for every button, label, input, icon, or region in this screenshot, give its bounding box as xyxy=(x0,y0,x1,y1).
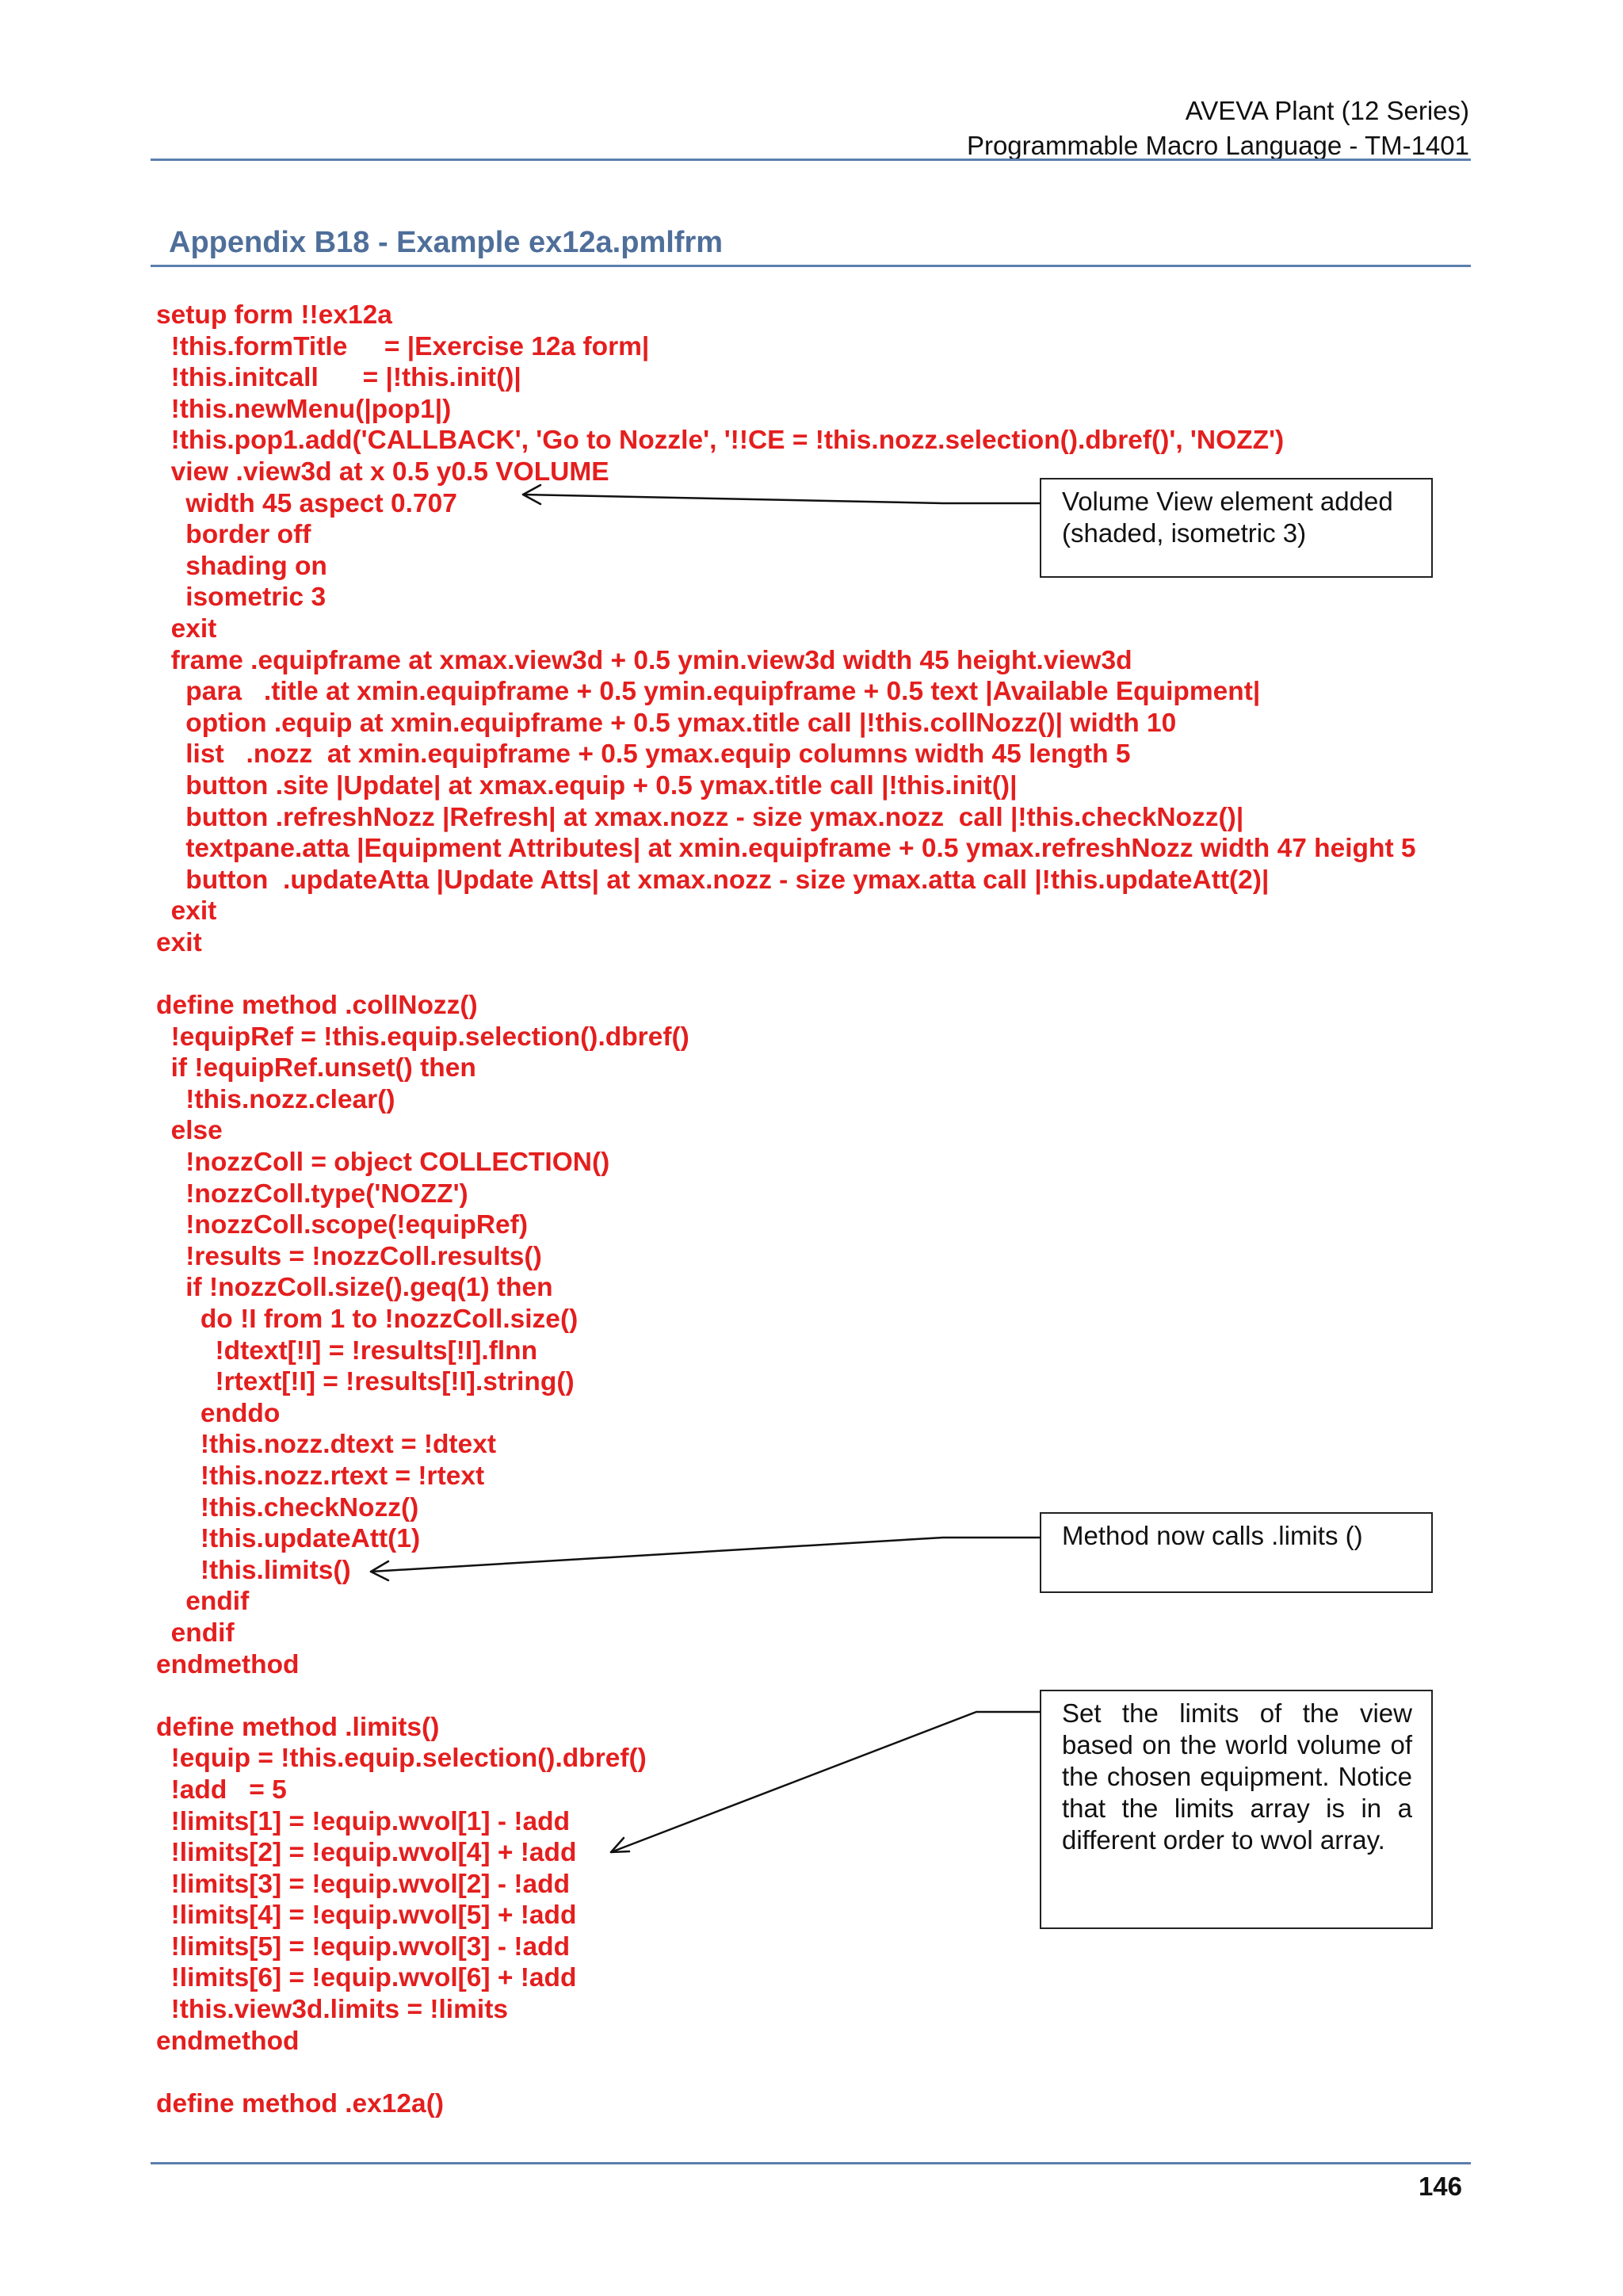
code-line: endmethod xyxy=(156,1649,300,1679)
code-line: !this.nozz.rtext = !rtext xyxy=(156,1461,485,1491)
code-line: !this.nozz.dtext = !dtext xyxy=(156,1430,497,1460)
code-line: endif xyxy=(156,1587,250,1617)
code-line: !equip = !this.equip.selection().dbref() xyxy=(156,1744,647,1774)
code-line: define method .limits() xyxy=(156,1712,440,1742)
code-line: define method .ex12a() xyxy=(156,2088,445,2118)
code-line: !this.view3d.limits = !limits xyxy=(156,1995,508,2025)
code-line: exit xyxy=(156,613,217,644)
code-line: do !I from 1 to !nozzColl.size() xyxy=(156,1305,579,1334)
code-line: !nozzColl.scope(!equipRef) xyxy=(156,1210,528,1240)
code-line: !this.formTitle = |Exercise 12a form| xyxy=(156,331,650,361)
header-course: Programmable Macro Language - TM-1401 xyxy=(966,131,1469,160)
code-line: !limits[1] = !equip.wvol[1] - !add xyxy=(156,1806,571,1836)
code-line: !add = 5 xyxy=(156,1775,287,1805)
code-line: !limits[2] = !equip.wvol[4] + !add xyxy=(156,1838,577,1868)
code-line: setup form !!ex12a xyxy=(156,300,392,330)
code-line: frame .equipframe at xmax.view3d + 0.5 ymin.view3d width 45 height.view3d xyxy=(156,645,1132,675)
code-line: !this.updateAtt(1) xyxy=(156,1524,421,1554)
arrow-to-width-line xyxy=(523,495,1040,503)
code-line: endif xyxy=(156,1618,235,1648)
code-line: define method .collNozz() xyxy=(156,991,478,1021)
code-line: shading on xyxy=(156,551,327,581)
code-line: !rtext[!I] = !results[!I].string() xyxy=(156,1367,575,1397)
header-product: AVEVA Plant (12 Series) xyxy=(1185,96,1469,125)
code-line: !nozzColl.type('NOZZ') xyxy=(156,1179,468,1209)
callout-set-limits: Set the limits of the view based on the world volume of the chosen equipment. Notice that the limits array is in a different order to wvol array. xyxy=(1040,1690,1433,1929)
code-line: button .refreshNozz |Refresh| at xmax.nozz - size ymax.nozz call |!this.checkNozz()| xyxy=(156,802,1244,832)
code-line: button .site |Update| at xmax.equip + 0.5 ymax.title call |!this.init()| xyxy=(156,770,1018,800)
arrow-to-limits-array xyxy=(611,1712,1040,1852)
code-line: if !nozzColl.size().geq(1) then xyxy=(156,1273,553,1303)
code-line: !limits[5] = !equip.wvol[3] - !add xyxy=(156,1931,571,1962)
code-line: !equipRef = !this.equip.selection().dbref() xyxy=(156,1022,689,1052)
code-line: !results = !nozzColl.results() xyxy=(156,1241,542,1271)
code-line: enddo xyxy=(156,1398,281,1428)
code-line: button .updateAtta |Update Atts| at xmax.nozz - size ymax.atta call |!this.updateAtt(2)| xyxy=(156,865,1270,895)
code-line: !this.newMenu(|pop1|) xyxy=(156,394,452,424)
code-line: !this.nozz.clear() xyxy=(156,1084,395,1114)
code-line: exit xyxy=(156,927,202,957)
arrow-to-limits-call xyxy=(371,1538,1040,1572)
page-number: 146 xyxy=(1418,2172,1462,2201)
code-line: !nozzColl = object COLLECTION() xyxy=(156,1148,610,1178)
code-line: else xyxy=(156,1116,223,1146)
footer-rule xyxy=(151,2162,1471,2164)
section-title: Appendix B18 - Example ex12a.pmlfrm xyxy=(169,226,724,259)
code-line: view .view3d at x 0.5 y0.5 VOLUME xyxy=(156,457,609,487)
code-line: !limits[3] = !equip.wvol[2] - !add xyxy=(156,1869,571,1899)
callout-method-calls: Method now calls .limits () xyxy=(1040,1512,1433,1593)
code-line: !this.initcall = |!this.init()| xyxy=(156,363,521,393)
code-line: endmethod xyxy=(156,2026,300,2056)
code-line: !this.checkNozz() xyxy=(156,1492,419,1522)
code-line: !this.limits() xyxy=(156,1555,351,1585)
code-line: exit xyxy=(156,896,217,926)
code-line: para .title at xmin.equipframe + 0.5 ymin.equipframe + 0.5 text |Available Equipment| xyxy=(156,677,1261,707)
code-line: !dtext[!I] = !results[!I].flnn xyxy=(156,1335,538,1366)
code-line: option .equip at xmin.equipframe + 0.5 ymax.title call |!this.collNozz()| width 10 xyxy=(156,708,1177,738)
code-line: isometric 3 xyxy=(156,583,327,613)
arrowhead-3 xyxy=(611,1838,629,1852)
code-line: border off xyxy=(156,520,311,550)
code-line: !limits[4] = !equip.wvol[5] + !add xyxy=(156,1901,577,1931)
code-line: !this.pop1.add('CALLBACK', 'Go to Nozzle', '!!CE = !this.nozz.selection().dbref()', 'NOZZ') xyxy=(156,426,1285,456)
code-line: !limits[6] = !equip.wvol[6] + !add xyxy=(156,1963,577,1993)
code-line: width 45 aspect 0.707 xyxy=(156,488,457,518)
code-line: list .nozz at xmin.equipframe + 0.5 ymax.equip columns width 45 length 5 xyxy=(156,739,1131,770)
code-line: if !equipRef.unset() then xyxy=(156,1053,476,1083)
callout-volume-view: Volume View element added (shaded, isometric 3) xyxy=(1040,478,1433,578)
code-line: textpane.atta |Equipment Attributes| at xmin.equipframe + 0.5 ymax.refreshNozz width 47 height 5 xyxy=(156,834,1416,864)
